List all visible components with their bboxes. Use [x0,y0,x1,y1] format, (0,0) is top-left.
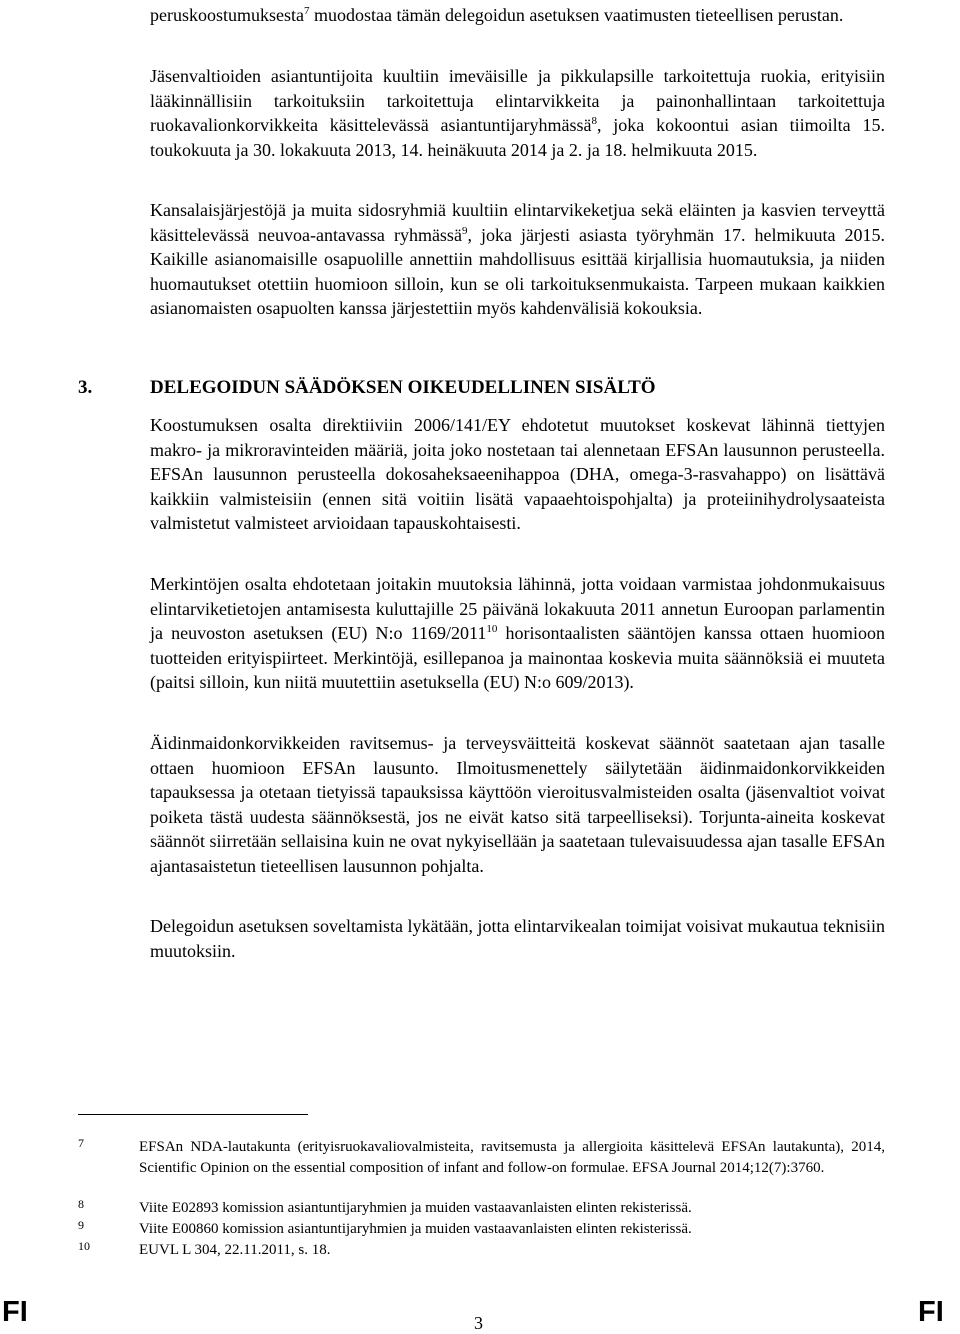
paragraph-stakeholder-consultation [150,198,885,321]
paragraph-text: , joka järjesti asiasta työryhmän 17. helmikuuta 2015. Kaikille asianomaisille osapuolille annettiin mahdollisuus esittää kirjallisia huomautuksia, ja niiden huomautukset otettiin huomioon silloin, kun se oli tarkoituksenmukaista. Tarpeen mukaan kaikkien asianomaisten osapuolten kanssa järjestettiin myös kahdenvälisiä kokouksia. [150,224,886,318]
paragraph-nutrition-claims: Äidinmaidonkorvikkeiden ravitsemus- ja terveysväitteitä koskevat säännöt saatetaan ajan tasalle ottaen huomioon EFSAn lausunto. Ilmoitusmenettely säilytetään äidinmaidonkorvikkeiden tapauksessa ja otetaan tietyissä tapauksissa käyttöön vieroitusvalmisteiden osalta (jäsenvaltiot voivat poiketa tästä uudesta säännöksestä, jos ne eivät katso sitä tarpeelliseksi). Torjunta-aineita koskevat säännöt siirretään sellaisina kuin ne ovat nykyisellään ja saatetaan tulevaisuudessa ajan tasalle EFSAn ajantasaistetun tieteellisen lausunnon pohjalta. [150,733,885,876]
footnote-text: EFSAn NDA-lautakunta (erityisruokavaliovalmisteita, ravitsemusta ja allergioita käsittelevä EFSAn lautakunta), 2014, Scientific Opinion on the essential composition of infant and follow-on formulae. EFSA Journal 2014;12(7):3760. [139,1139,885,1176]
paragraph-text: Jäsenvaltioiden asiantuntijoita kuultiin imeväisille ja pikkulapsille tarkoitettuja ruokia, erityisiin lääkinnällisiin tarkoituksiin tarkoitettuja elintarvikkeita ja painonhallintaan tarkoitettuja ruokavalionkorvikkeita käsittelevässä asiantuntijaryhmässä [150,66,885,135]
footnote-text: EUVL L 304, 22.11.2011, s. 18. [139,1242,331,1258]
footnote-text: Viite E00860 komission asiantuntijaryhmien ja muiden vastaavanlaisten elinten rekisterissä. [139,1221,692,1237]
paragraph-continuation [150,3,885,28]
paragraph-expert-consultation [150,64,885,162]
page-number: 3 [474,1313,483,1333]
footnote-ref-8: 8 [591,115,597,127]
paragraph-text: horisontaalisten sääntöjen kanssa ottaen huomioon tuotteiden erityispiirteet. Merkintöjä, esillepanoa ja mainontaa koskevia muita säännöksiä ei muuteta (paitsi silloin, kun niitä muutettiin asetuksella (EU) N:o 609/2013). [150,623,885,692]
paragraph-text: peruskoostumuksesta [150,5,304,25]
footnote-number: 9 [78,1218,84,1232]
paragraph-text: , joka kokoontui asian tiimoilta 15. toukokuuta ja 30. lokakuuta 2013, 14. heinäkuuta 2014 ja 2. ja 18. helmikuuta 2015. [150,115,885,160]
footer-language-right: FI [918,1296,944,1328]
paragraph-application-deferral: Delegoidun asetuksen soveltamista lykätään, jotta elintarvikealan toimijat voisivat mukautua teknisiin muutoksiin. [150,916,885,961]
paragraph-text: muodostaa tämän delegoidun asetuksen vaatimusten tieteellisen perustan. [309,5,844,25]
footnote-number: 7 [78,1136,84,1150]
paragraph-labelling [150,572,885,695]
footnote-ref-9: 9 [461,224,468,237]
footnote-number: 10 [78,1239,90,1253]
footnote-number: 8 [78,1197,84,1211]
footnote-ref-7: 7 [303,5,310,17]
footer-language-left: FI [2,1296,28,1328]
footnote-text: Viite E02893 komission asiantuntijaryhmien ja muiden vastaavanlaisten elinten rekisterissä. [139,1200,692,1216]
paragraph-text: Merkintöjen osalta ehdotetaan joitakin muutoksia lähinnä, jotta voidaan varmistaa johdonmukaisuus elintarviketietojen antamisesta kuluttajille 25 päivänä lokakuuta 2011 annetun Euroopan parlamentin ja neuvoston asetuksen (EU) N:o 1169/2011 [150,574,885,643]
footnote-separator [78,1114,308,1115]
section-heading: DELEGOIDUN SÄÄDÖKSEN OIKEUDELLINEN SISÄLTÖ [150,377,656,398]
paragraph-text: Kansalaisjärjestöjä ja muita sidosryhmiä kuultiin elintarvikeketjua sekä eläinten ja kasvien terveyttä käsittelevässä neuvoa-antavassa ryhmässä [150,200,885,245]
section-number: 3. [78,377,93,398]
footnote-ref-10: 10 [486,623,498,635]
paragraph-composition: Koostumuksen osalta direktiiviin 2006/141/EY ehdotetut muutokset koskevat lähinnä tiettyjen makro- ja mikroravinteiden määriä, joita joko nostetaan tai alennetaan EFSAn lausunnon perusteella. EFSAn lausunnon perusteella dokosaheksaeenihappoa (DHA, omega-3-rasvahappo) on lisättävä kaikkiin valmisteisiin (ennen sitä voitiin lisätä vapaaehtoispohjalta) ja proteiinihydrolysaateista valmistetut valmisteet arvioidaan tapauskohtaisesti. [150,415,885,533]
